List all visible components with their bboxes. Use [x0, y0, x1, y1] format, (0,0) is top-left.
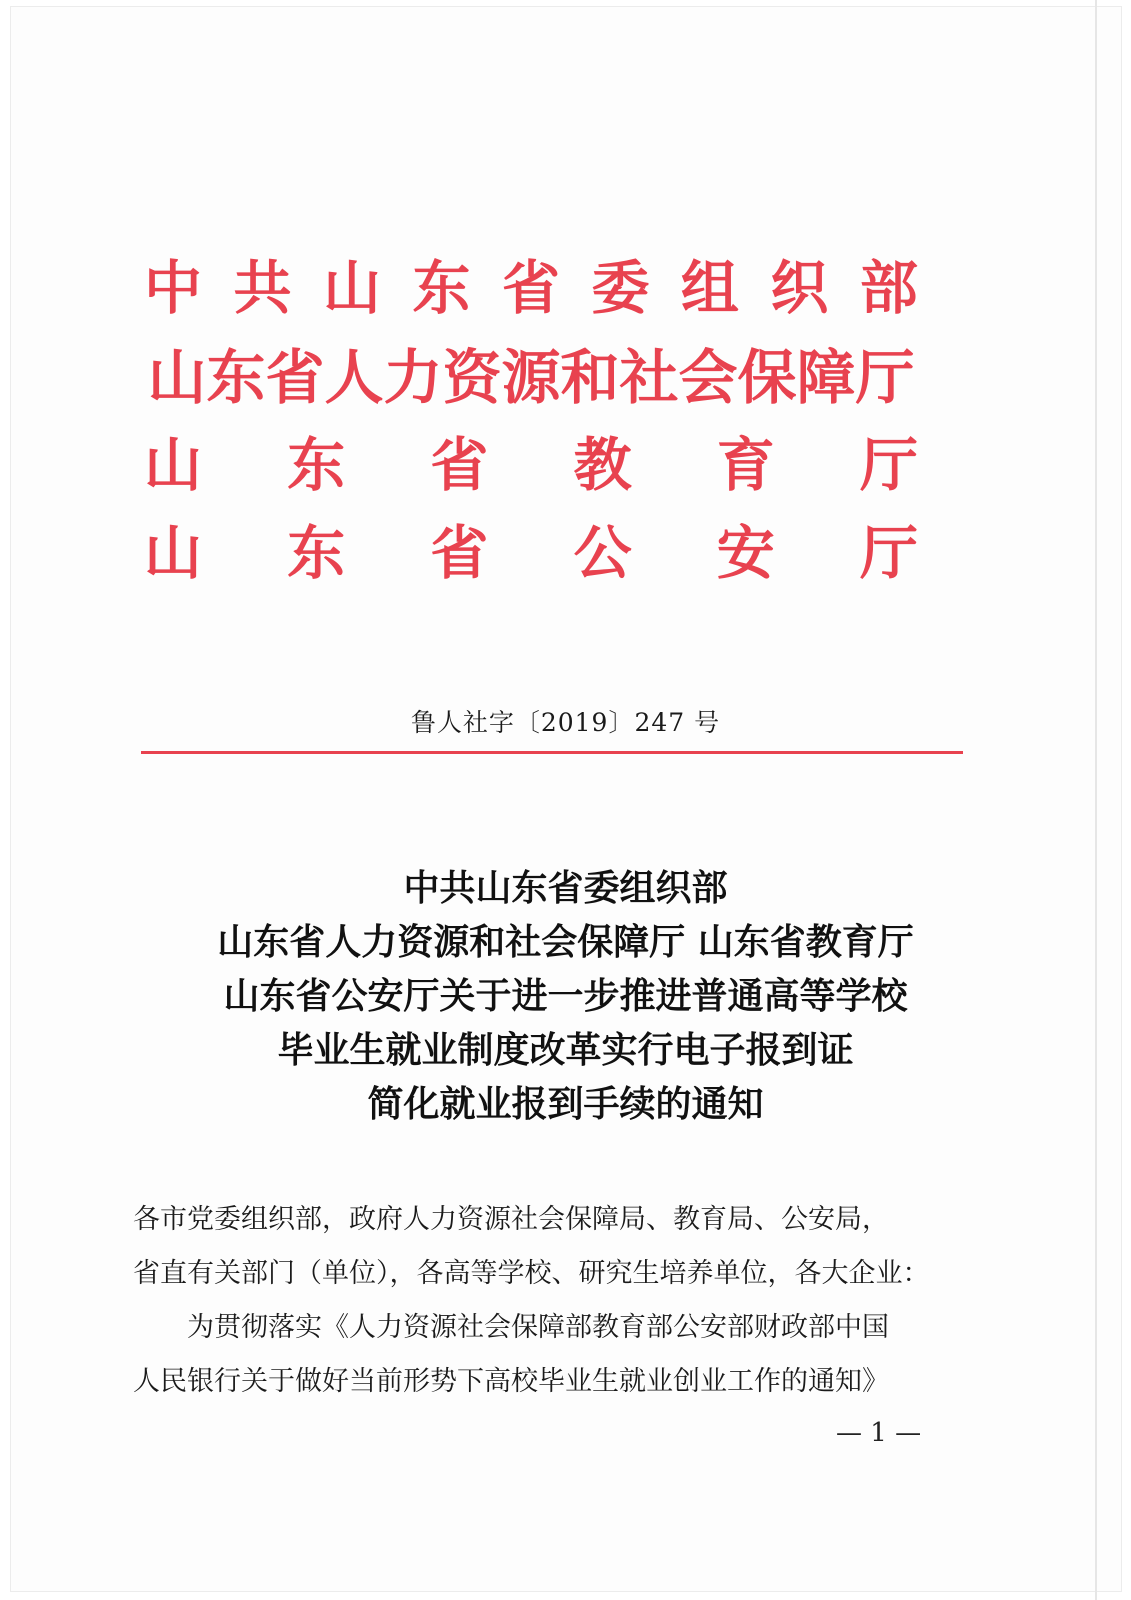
header-char: 安: [716, 519, 775, 587]
header-line-organization-dept: [144, 254, 918, 322]
body-paragraph-line-1: 为贯彻落实《人力资源社会保障部教育部公安部财政部中国: [187, 1312, 889, 1343]
header-char: 山: [144, 431, 203, 499]
title-line: 山东省人力资源和社会保障厅 山东省教育厅: [217, 922, 914, 963]
header-line-hrss-dept: [144, 343, 918, 412]
header-char: 织: [770, 254, 829, 322]
header-char: 省: [501, 254, 560, 322]
header-char: 省: [430, 519, 489, 587]
header-char: 厅: [859, 519, 918, 587]
header-char: 育: [716, 431, 775, 499]
header-char: 厅: [859, 431, 918, 499]
header-char: 中: [144, 254, 203, 322]
header-char: 省: [430, 431, 489, 499]
title-line: 简化就业报到手续的通知: [367, 1084, 764, 1125]
header-char: 委: [591, 254, 650, 322]
title-line: 中共山东省委组织部: [403, 868, 728, 909]
header-text: 山东省人力资源和社会保障厅: [147, 343, 915, 412]
scan-edge-line: [1095, 0, 1097, 1600]
header-line-public-security-dept: [144, 519, 918, 587]
addressee-line-1: 各市党委组织部，政府人力资源社会保障局、教育局、公安局，: [133, 1204, 889, 1235]
header-char: 公: [573, 519, 632, 587]
header-char: 山: [322, 254, 381, 322]
header-line-education-dept: [144, 431, 918, 499]
addressee-line-2: 省直有关部门（单位），各高等学校、研究生培养单位，各大企业：: [133, 1258, 930, 1289]
title-line: 山东省公安厅关于进一步推进普通高等学校: [223, 976, 908, 1017]
document-page: [10, 6, 1122, 1592]
body-paragraph-line-2: 人民银行关于做好当前形势下高校毕业生就业创业工作的通知》: [133, 1366, 889, 1397]
header-char: 东: [287, 519, 346, 587]
page-number: — 1 —: [836, 1418, 922, 1448]
header-char: 组: [680, 254, 739, 322]
header-char: 山: [144, 519, 203, 587]
header-red-rule: [141, 751, 963, 754]
document-number: 鲁人社字〔2019〕247 号: [410, 708, 721, 737]
document-title: [0, 862, 1131, 1132]
header-char: 东: [287, 431, 346, 499]
header-char: 部: [859, 254, 918, 322]
title-line: 毕业生就业制度改革实行电子报到证: [277, 1030, 854, 1071]
header-char: 教: [573, 431, 632, 499]
header-char: 共: [233, 254, 292, 322]
header-char: 东: [412, 254, 471, 322]
